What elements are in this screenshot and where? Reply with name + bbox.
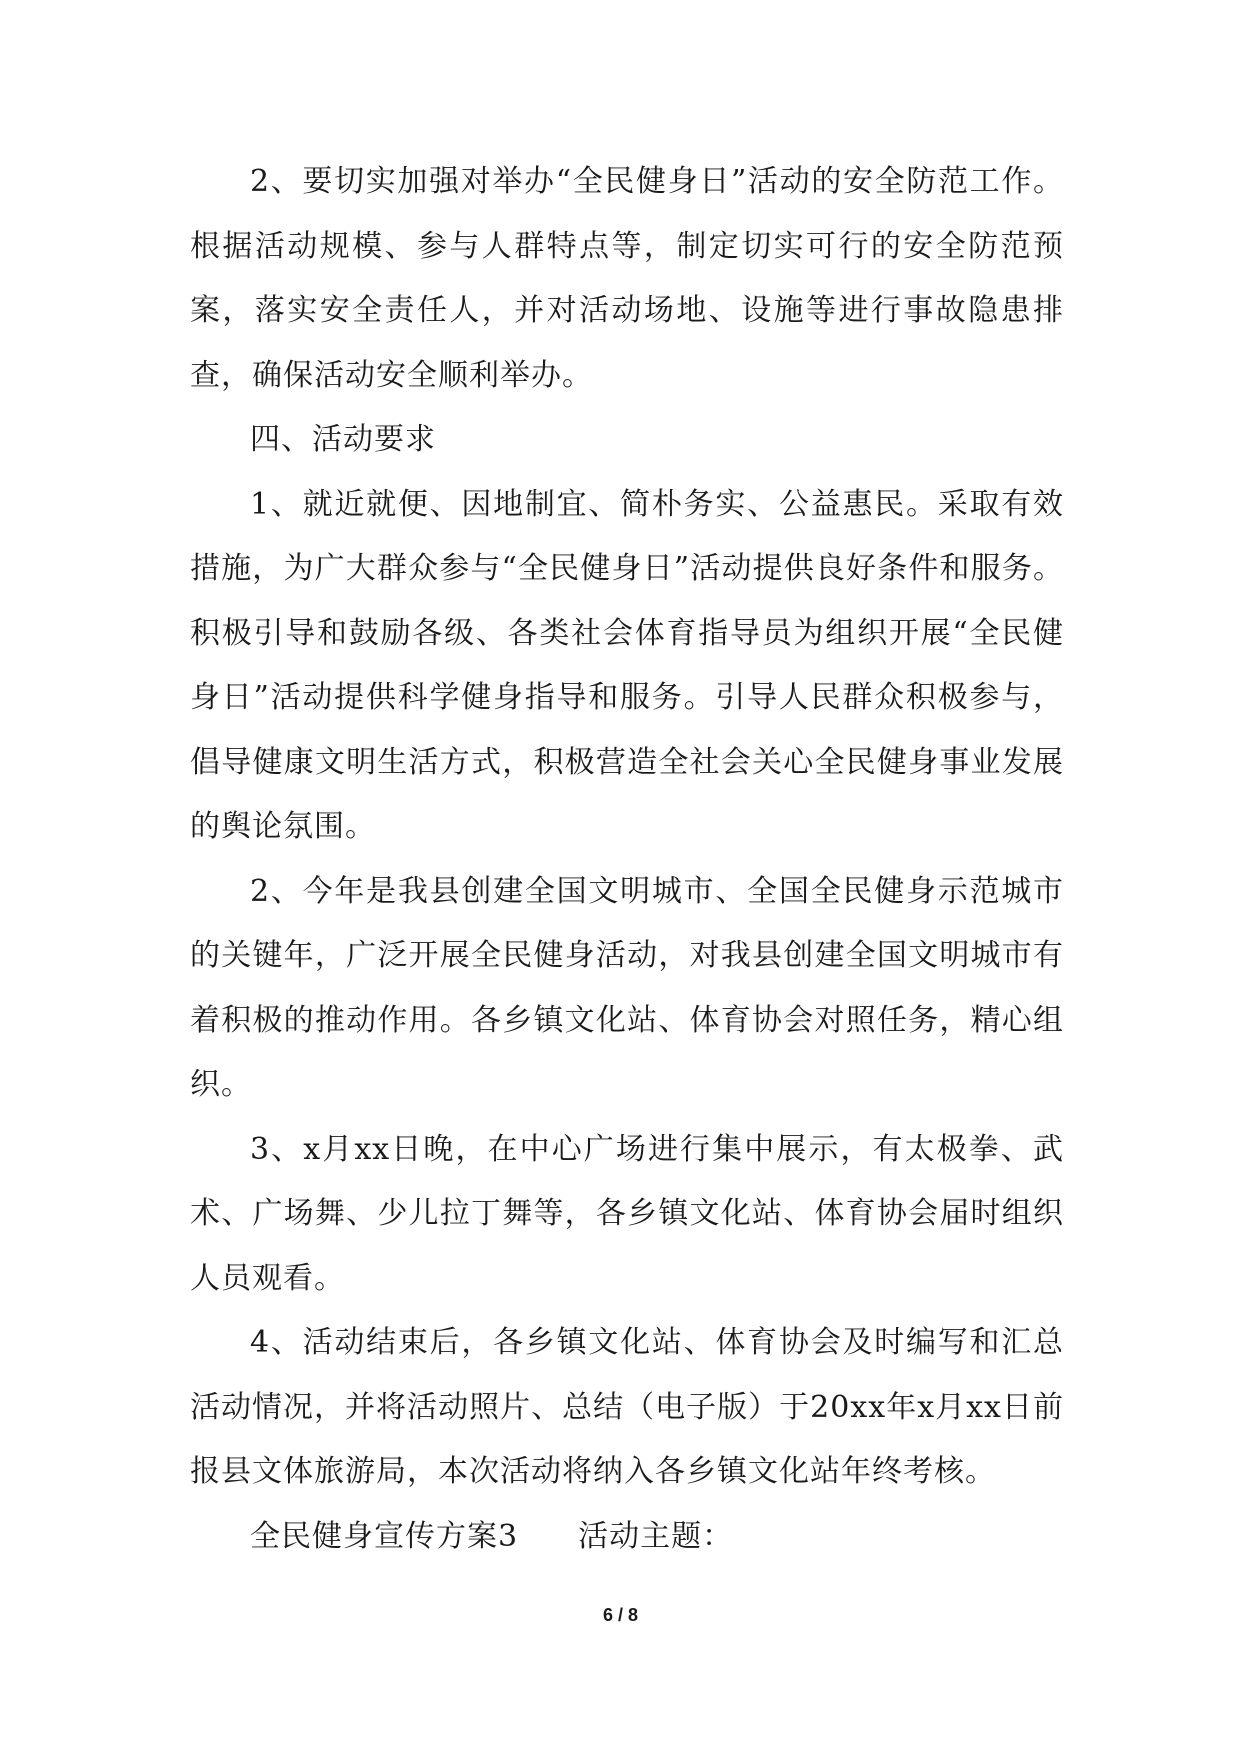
paragraph-safety: 2、要切实加强对举办“全民健身日”活动的安全防范工作。根据活动规模、参与人群特点等，制定切实可行的安全防范预案，落实安全责任人，并对活动场地、设施等进行事故隐患排查，确保活动安全顺利举办。 [190, 164, 1064, 393]
page-number: 6 / 8 [602, 1605, 639, 1625]
document-body [190, 150, 1064, 1569]
paragraph-requirement-1: 1、就近就便、因地制宜、简朴务实、公益惠民。采取有效措施，为广大群众参与“全民健身日”活动提供良好条件和服务。积极引导和鼓励各级、各类社会体育指导员为组织开展“全民健身日”活动提供科学健身指导和服务。引导人民群众积极参与，倡导健康文明生活方式，积极营造全社会关心全民健身事业发展的舆论氛围。 [190, 486, 1064, 844]
section-heading-requirements: 四、活动要求 [250, 422, 436, 457]
paragraph-requirement-2: 2、今年是我县创建全国文明城市、全国全民健身示范城市的关键年，广泛开展全民健身活动，对我县创建全国文明城市有着积极的推动作用。各乡镇文化站、体育协会对照任务，精心组织。 [190, 873, 1064, 1102]
plan-title-line [190, 1505, 1064, 1570]
paragraph-requirement-4: 4、活动结束后，各乡镇文化站、体育协会及时编写和汇总活动情况，并将活动照片、总结（电子版）于20xx年x月xx日前报县文体旅游局，本次活动将纳入各乡镇文化站年终考核。 [190, 1325, 1064, 1489]
activity-theme-label: 活动主题： [578, 1518, 734, 1554]
paragraph-requirement-3: 3、x月xx日晚，在中心广场进行集中展示，有太极拳、武术、广场舞、少儿拉丁舞等，各乡镇文化站、体育协会届时组织人员观看。 [190, 1131, 1064, 1296]
plan-title: 全民健身宣传方案3 [250, 1518, 519, 1554]
